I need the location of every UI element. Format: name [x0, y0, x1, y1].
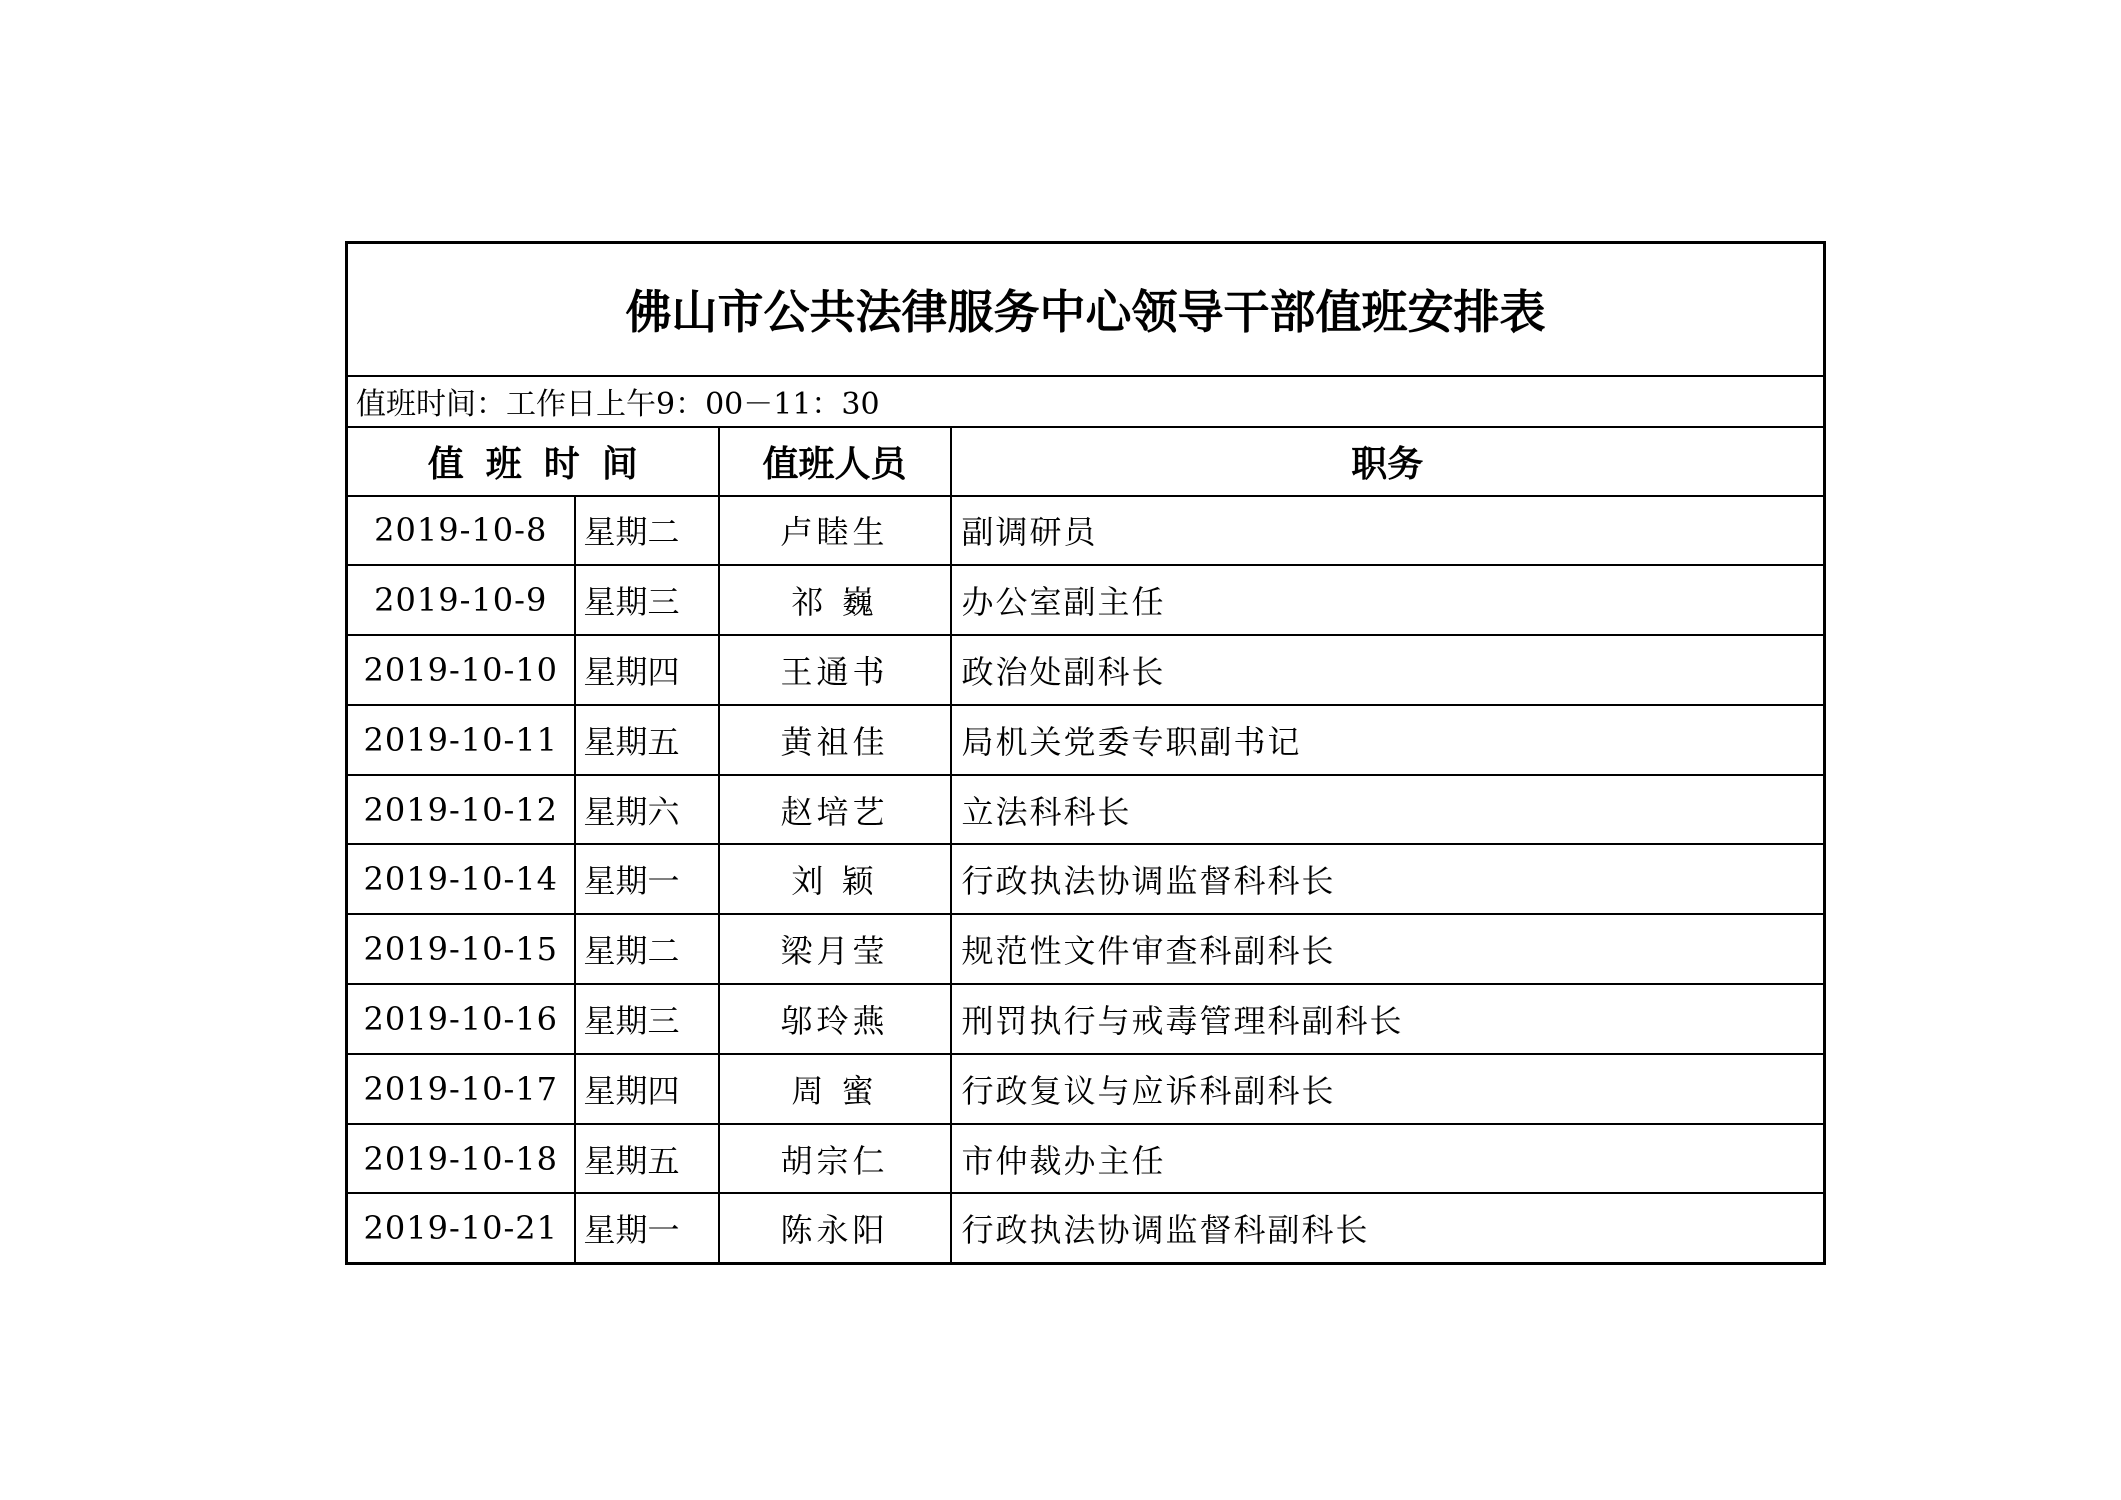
staff-name-cell: 黄祖佳 — [719, 705, 951, 775]
weekday-cell: 星期五 — [575, 705, 719, 775]
duty-hours-note: 值班时间：工作日上午9：00－11：30 — [347, 376, 1825, 427]
weekday-cell: 星期二 — [575, 496, 719, 566]
date-cell: 2019-10-15 — [347, 914, 575, 984]
date-cell: 2019-10-9 — [347, 565, 575, 635]
weekday-cell: 星期四 — [575, 635, 719, 705]
date-cell: 2019-10-8 — [347, 496, 575, 566]
table-row — [347, 565, 1825, 635]
header-row — [347, 427, 1825, 496]
note-row — [347, 376, 1825, 427]
date-cell: 2019-10-17 — [347, 1054, 575, 1124]
position-cell: 规范性文件审查科副科长 — [951, 914, 1825, 984]
date-cell: 2019-10-14 — [347, 844, 575, 914]
staff-name-cell: 卢睦生 — [719, 496, 951, 566]
table-row — [347, 775, 1825, 845]
staff-name-cell: 刘 颖 — [719, 844, 951, 914]
header-duty-staff: 值班人员 — [719, 427, 951, 496]
date-cell: 2019-10-10 — [347, 635, 575, 705]
position-cell: 局机关党委专职副书记 — [951, 705, 1825, 775]
weekday-cell: 星期二 — [575, 914, 719, 984]
weekday-cell: 星期一 — [575, 844, 719, 914]
staff-name-cell: 赵培艺 — [719, 775, 951, 845]
date-cell: 2019-10-18 — [347, 1124, 575, 1194]
position-cell: 市仲裁办主任 — [951, 1124, 1825, 1194]
staff-name-cell: 祁 巍 — [719, 565, 951, 635]
weekday-cell: 星期一 — [575, 1193, 719, 1263]
date-cell: 2019-10-16 — [347, 984, 575, 1054]
weekday-cell: 星期四 — [575, 1054, 719, 1124]
table-row — [347, 635, 1825, 705]
date-cell: 2019-10-21 — [347, 1193, 575, 1263]
table-row — [347, 705, 1825, 775]
table-row — [347, 1124, 1825, 1194]
position-cell: 立法科科长 — [951, 775, 1825, 845]
staff-name-cell: 胡宗仁 — [719, 1124, 951, 1194]
staff-name-cell: 周 蜜 — [719, 1054, 951, 1124]
table-row — [347, 984, 1825, 1054]
header-duty-time: 值班时间 — [347, 427, 719, 496]
weekday-cell: 星期三 — [575, 565, 719, 635]
date-cell: 2019-10-11 — [347, 705, 575, 775]
title-row — [347, 243, 1825, 376]
table-row — [347, 914, 1825, 984]
table-row — [347, 844, 1825, 914]
position-cell: 政治处副科长 — [951, 635, 1825, 705]
position-cell: 刑罚执行与戒毒管理科副科长 — [951, 984, 1825, 1054]
position-cell: 办公室副主任 — [951, 565, 1825, 635]
staff-name-cell: 陈永阳 — [719, 1193, 951, 1263]
position-cell: 行政执法协调监督科科长 — [951, 844, 1825, 914]
weekday-cell: 星期六 — [575, 775, 719, 845]
staff-name-cell: 王通书 — [719, 635, 951, 705]
duty-schedule-table — [345, 241, 1826, 1265]
position-cell: 行政执法协调监督科副科长 — [951, 1193, 1825, 1263]
staff-name-cell: 邬玲燕 — [719, 984, 951, 1054]
header-position: 职务 — [951, 427, 1825, 496]
position-cell: 副调研员 — [951, 496, 1825, 566]
position-cell: 行政复议与应诉科副科长 — [951, 1054, 1825, 1124]
weekday-cell: 星期五 — [575, 1124, 719, 1194]
table-row — [347, 1054, 1825, 1124]
date-cell: 2019-10-12 — [347, 775, 575, 845]
document-title: 佛山市公共法律服务中心领导干部值班安排表 — [347, 243, 1825, 376]
table-row — [347, 496, 1825, 566]
table-row — [347, 1193, 1825, 1263]
staff-name-cell: 梁月莹 — [719, 914, 951, 984]
weekday-cell: 星期三 — [575, 984, 719, 1054]
